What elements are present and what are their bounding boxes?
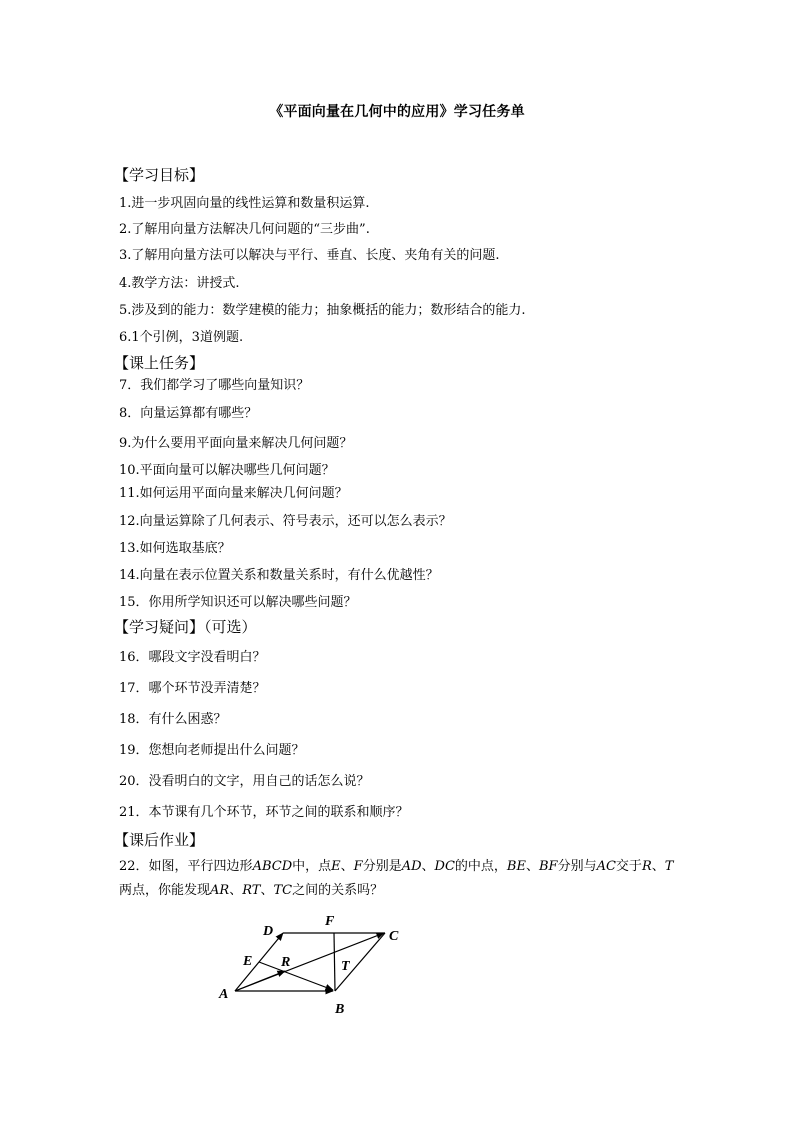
problem-text-run: 、 xyxy=(260,883,274,898)
math-symbol: AR xyxy=(210,883,230,898)
math-symbol: BF xyxy=(538,859,558,874)
label-r: R xyxy=(281,955,291,970)
question-item: 16．哪段文字没看明白？ xyxy=(119,650,266,665)
goal-item: 4.教学方法：讲授式. xyxy=(119,276,240,291)
math-symbol: ABCD xyxy=(252,859,293,874)
problem-text-run: 、 xyxy=(421,859,435,874)
problem-text-run: 、 xyxy=(525,859,539,874)
math-symbol: R xyxy=(641,859,652,874)
homework-problem xyxy=(119,855,679,903)
section-heading-questions: 【学习疑问】（可选） xyxy=(114,618,257,636)
math-symbol: T xyxy=(664,859,674,874)
task-item: 12.向量运算除了几何表示、符号表示，还可以怎么表示？ xyxy=(119,514,452,529)
label-e: E xyxy=(243,954,253,969)
goal-item: 5.涉及到的能力：数学建模的能力；抽象概括的能力；数形结合的能力. xyxy=(119,303,526,318)
section-heading-tasks: 【课上任务】 xyxy=(114,354,205,372)
section-heading-goals: 【学习目标】 xyxy=(114,166,205,184)
task-item: 7．我们都学习了哪些向量知识？ xyxy=(119,378,310,393)
goal-item: 3.了解用向量方法可以解决与平行、垂直、长度、夹角有关的问题. xyxy=(119,248,500,263)
problem-text-run: 的中点， xyxy=(454,859,507,874)
problem-text-run: 、 xyxy=(651,859,665,874)
goal-item: 1.进一步巩固向量的线性运算和数量积运算. xyxy=(119,196,370,211)
problem-text-run: 如图，平行四边形 xyxy=(148,859,253,874)
question-item: 20．没看明白的文字，用自己的话怎么说？ xyxy=(119,774,370,789)
label-a: A xyxy=(219,987,229,1002)
problem-text-run: 、 xyxy=(340,859,354,874)
document-title: 《平面向量在几何中的应用》学习任务单 xyxy=(269,104,525,120)
math-symbol: E xyxy=(331,859,341,874)
math-symbol: AD xyxy=(401,859,422,874)
segment-be xyxy=(259,962,333,990)
math-symbol: F xyxy=(353,859,363,874)
task-item: 8．向量运算都有哪些？ xyxy=(119,406,258,421)
label-t: T xyxy=(341,959,350,974)
goal-item: 6.1个引例，3道例题. xyxy=(119,330,244,345)
problem-text-run: 之间的关系吗？ xyxy=(292,883,384,898)
question-item: 19．您想向老师提出什么问题？ xyxy=(119,743,305,758)
task-item: 11.如何运用平面向量来解决几何问题？ xyxy=(119,486,348,501)
problem-text xyxy=(119,859,673,898)
problem-text-run: 两点，你能发现 xyxy=(119,883,211,898)
question-item: 18．有什么困惑？ xyxy=(119,712,227,727)
goal-item: 2.了解用向量方法解决几何问题的“三步曲”. xyxy=(119,222,370,237)
task-item: 9.为什么要用平面向量来解决几何问题？ xyxy=(119,436,353,451)
problem-text-run: 分别与 xyxy=(557,859,597,874)
task-item: 13.如何选取基底？ xyxy=(119,541,231,556)
parallelogram-figure xyxy=(215,905,415,1025)
math-symbol: TC xyxy=(273,883,293,898)
label-f: F xyxy=(325,914,335,929)
problem-number: 22． xyxy=(119,859,149,874)
math-symbol: BE xyxy=(506,859,526,874)
question-item: 17．哪个环节没弄清楚？ xyxy=(119,681,266,696)
label-c: C xyxy=(389,929,399,944)
section-heading-homework: 【课后作业】 xyxy=(114,831,205,849)
label-d: D xyxy=(263,924,274,939)
problem-text-run: 分别是 xyxy=(362,859,402,874)
task-item: 15．你用所学知识还可以解决哪些问题？ xyxy=(119,595,357,610)
problem-text-run: 交于 xyxy=(615,859,642,874)
math-symbol: AC xyxy=(596,859,616,874)
task-item: 10.平面向量可以解决哪些几何问题？ xyxy=(119,463,335,478)
task-item: 14.向量在表示位置关系和数量关系时，有什么优越性？ xyxy=(119,568,439,583)
math-symbol: DC xyxy=(434,859,455,874)
problem-text-run: 中，点 xyxy=(292,859,332,874)
problem-text-run: 、 xyxy=(229,883,243,898)
math-symbol: RT xyxy=(242,883,261,898)
label-b: B xyxy=(335,1002,345,1017)
segment-bf xyxy=(334,933,335,991)
question-item: 21．本节课有几个环节，环节之间的联系和顺序？ xyxy=(119,805,409,820)
